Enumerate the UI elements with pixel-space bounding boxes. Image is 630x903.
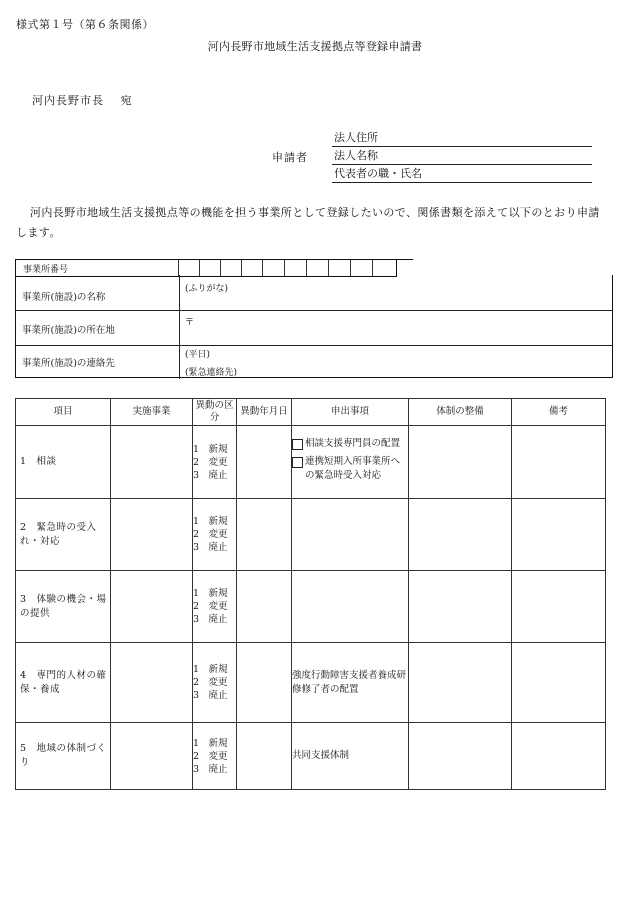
change-date-cell[interactable] [237,426,292,499]
applicant-representative-field[interactable]: 代表者の職・氏名 [332,165,592,183]
applicant-name-field[interactable]: 法人名称 [332,147,592,165]
item-label: 2 緊急時の受入れ・対応 [16,499,111,571]
request-label: 相談支援専門員の配置 [305,438,401,449]
request-label: 連携短期入所事業所への緊急時受入対応 [305,456,401,481]
item-label: 3 体験の機会・場の提供 [16,571,111,643]
option-change[interactable]: 2 変更 [193,456,228,468]
applicant-label: 申請者 [272,151,308,164]
option-change[interactable]: 2 変更 [193,601,228,612]
facility-number-digit[interactable] [328,260,349,276]
option-discontinue[interactable]: 3 廃止 [193,469,228,481]
request-checkbox-item[interactable] [292,455,408,483]
facility-number-tail [395,259,413,276]
program-cell[interactable] [111,426,193,499]
table-row [16,499,606,571]
form-number: 様式第１号（第６条関係） [16,18,154,31]
option-change[interactable]: 2 変更 [193,529,228,540]
facility-number-digit[interactable] [178,260,199,276]
table-row [16,571,606,643]
requests-cell[interactable]: 強度行動障害支援者養成研修修了者の配置 [292,643,409,723]
option-new[interactable]: 1 新規 [193,737,228,749]
remarks-cell[interactable] [512,571,606,643]
remarks-cell[interactable] [512,499,606,571]
remarks-cell[interactable] [512,643,606,723]
facility-number-digit[interactable] [350,260,371,276]
header-item: 項目 [16,399,111,426]
header-system: 体制の整備 [409,399,512,426]
facility-address-label: 事業所(施設)の所在地 [22,325,115,336]
system-cell[interactable] [409,426,512,499]
header-remarks: 備考 [512,399,606,426]
header-change-date: 異動年月日 [237,399,292,426]
facility-contact-emergency-field[interactable]: (緊急連絡先) [185,368,238,378]
requests-cell [292,426,409,499]
table-row [16,643,606,723]
change-date-cell[interactable] [237,499,292,571]
change-type-options[interactable] [193,643,237,723]
program-cell[interactable] [111,499,193,571]
facility-contact-label: 事業所(施設)の連絡先 [22,358,115,369]
option-discontinue[interactable]: 3 廃止 [193,690,228,701]
facility-info-table [15,259,614,379]
system-cell[interactable] [409,499,512,571]
requests-cell[interactable]: 共同支援体制 [292,723,409,790]
change-date-cell[interactable] [237,571,292,643]
remarks-cell[interactable] [512,426,606,499]
items-table [15,398,606,790]
facility-number-digit[interactable] [372,260,393,276]
change-date-cell[interactable] [237,643,292,723]
checkbox-icon[interactable] [292,439,303,450]
change-type-options[interactable] [193,571,237,643]
checkbox-icon[interactable] [292,457,303,468]
facility-name-field[interactable]: (ふりがな) [185,284,229,294]
facility-number-label: 事業所番号 [23,265,69,275]
program-cell[interactable] [111,723,193,790]
facility-divider [179,275,180,379]
facility-address-field[interactable]: 〒 [185,318,195,328]
option-new[interactable]: 1 新規 [193,443,228,455]
change-type-options[interactable] [193,426,237,499]
header-change-type: 異動の区分 [193,399,237,426]
item-label: 4 専門的人材の確保・養成 [16,643,111,723]
table-row [16,426,606,499]
facility-number-digit[interactable] [306,260,327,276]
header-program: 実施事業 [111,399,193,426]
facility-number-digit[interactable] [199,260,220,276]
facility-name-label: 事業所(施設)の名称 [22,292,106,303]
table-row [16,723,606,790]
facility-number-digit[interactable] [241,260,262,276]
facility-number-digit[interactable] [262,260,283,276]
row-divider [15,345,613,346]
option-discontinue[interactable]: 3 廃止 [193,614,228,625]
option-discontinue[interactable]: 3 廃止 [193,542,228,553]
system-cell[interactable] [409,571,512,643]
requests-cell[interactable] [292,571,409,643]
document-title: 河内長野市地域生活支援拠点等登録申請書 [207,40,423,53]
change-type-options[interactable] [193,499,237,571]
system-cell[interactable] [409,723,512,790]
row-divider [15,310,613,311]
intro-text: 河内長野市地域生活支援拠点等の機能を担う事業所として登録したいので、関係書類を添えて以下のとおり申請します。 [16,206,600,239]
item-label: 5 地域の体制づくり [16,723,111,790]
program-cell[interactable] [111,643,193,723]
facility-number-digit[interactable] [220,260,241,276]
header-requests: 申出事項 [292,399,409,426]
option-new[interactable]: 1 新規 [193,664,228,675]
change-date-cell[interactable] [237,723,292,790]
item-label: 1 相談 [16,426,111,499]
option-change[interactable]: 2 変更 [193,750,228,762]
program-cell[interactable] [111,571,193,643]
addressee: 河内長野市長 宛 [32,94,133,107]
facility-number-digit[interactable] [284,260,305,276]
applicant-address-field[interactable]: 法人住所 [332,129,592,147]
option-new[interactable]: 1 新規 [193,588,228,599]
option-new[interactable]: 1 新規 [193,516,228,527]
requests-cell[interactable] [292,499,409,571]
system-cell[interactable] [409,643,512,723]
option-discontinue[interactable]: 3 廃止 [193,763,228,775]
change-type-options[interactable] [193,723,237,790]
remarks-cell[interactable] [512,723,606,790]
request-checkbox-item[interactable] [292,437,408,451]
facility-contact-weekday-field[interactable]: (平日) [185,350,211,360]
table-header-row [16,399,606,426]
option-change[interactable]: 2 変更 [193,677,228,688]
